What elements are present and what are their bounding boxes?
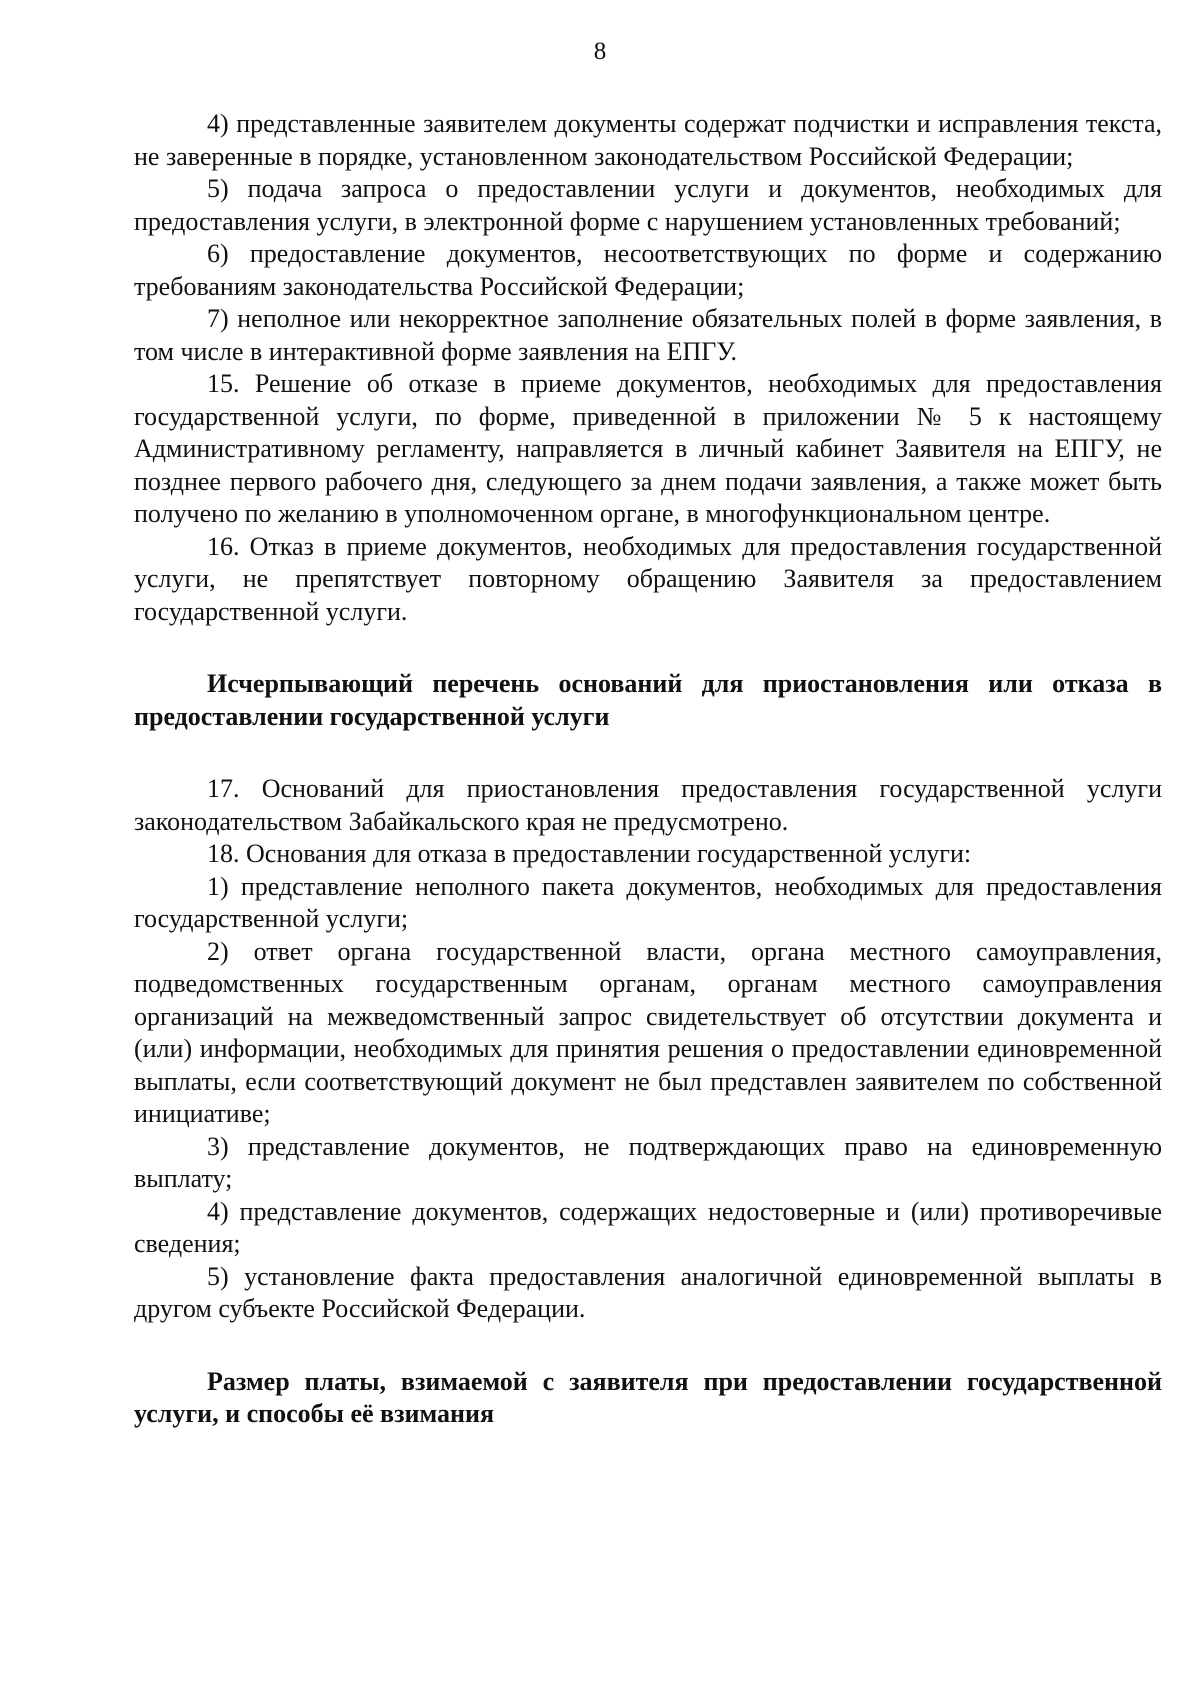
paragraph-ground-2: 2) ответ органа государственной власти, органа местного самоуправления, подведомственных государственным органам, органам местного самоуправления организаций на межведомственный запрос свидетельствует об отсутствии документа и (или) информации, необходимых для принятия решения о предоставлении единовременной выплаты, если соответствующий документ не был представлен заявителем по собственной инициативе; [134, 936, 1162, 1128]
paragraph-ground-3: 3) представление документов, не подтверждающих право на единовременную выплату; [134, 1131, 1162, 1193]
page-number: 8 [593, 38, 607, 65]
paragraph-ground-5: 5) установление факта предоставления аналогичной единовременной выплаты в другом субъекте Российской Федерации. [134, 1261, 1162, 1323]
paragraph-item-6: 6) предоставление документов, несоответствующих по форме и содержанию требованиям законодательства Российской Федерации; [134, 239, 1162, 301]
paragraph-ground-4: 4) представление документов, содержащих недостоверные и (или) противоречивые сведения; [134, 1196, 1162, 1258]
paragraph-item-7: 7) неполное или некорректное заполнение обязательных полей в форме заявления, в том числе в интерактивной форме заявления на ЕПГУ. [134, 304, 1162, 366]
paragraph-clause-17: 17. Оснований для приостановления предоставления государственной услуги законодательством Забайкальского края не предусмотрено. [134, 774, 1162, 836]
paragraph-clause-16: 16. Отказ в приеме документов, необходимых для предоставления государственной услуги, не препятствует повторному обращению Заявителя за предоставлением государственной услуги. [134, 531, 1162, 626]
section-heading-grounds: Исчерпывающий перечень оснований для приостановления или отказа в предоставлении государственной услуги [134, 669, 1162, 731]
section-heading-fee: Размер платы, взимаемой с заявителя при предоставлении государственной услуги, и способы её взимания [134, 1366, 1162, 1428]
paragraph-item-4: 4) представленные заявителем документы содержат подчистки и исправления текста, не заверенные в порядке, установленном законодательством Российской Федерации; [134, 109, 1162, 171]
document-body [134, 108, 1162, 1431]
paragraph-ground-1: 1) представление неполного пакета документов, необходимых для предоставления государственной услуги; [134, 871, 1162, 933]
paragraph-item-5: 5) подача запроса о предоставлении услуги и документов, необходимых для предоставления услуги, в электронной форме с нарушением установленных требований; [134, 174, 1162, 236]
paragraph-clause-15: 15. Решение об отказе в приеме документов, необходимых для предоставления государственной услуги, по форме, приведенной в приложении № 5 к настоящему Административному регламенту, направляется в личный кабинет Заявителя на ЕПГУ, не позднее первого рабочего дня, следующего за днем подачи заявления, а также может быть получено по желанию в уполномоченном органе, в многофункциональном центре. [134, 369, 1162, 528]
paragraph-clause-18: 18. Основания для отказа в предоставлении государственной услуги: [207, 839, 972, 868]
